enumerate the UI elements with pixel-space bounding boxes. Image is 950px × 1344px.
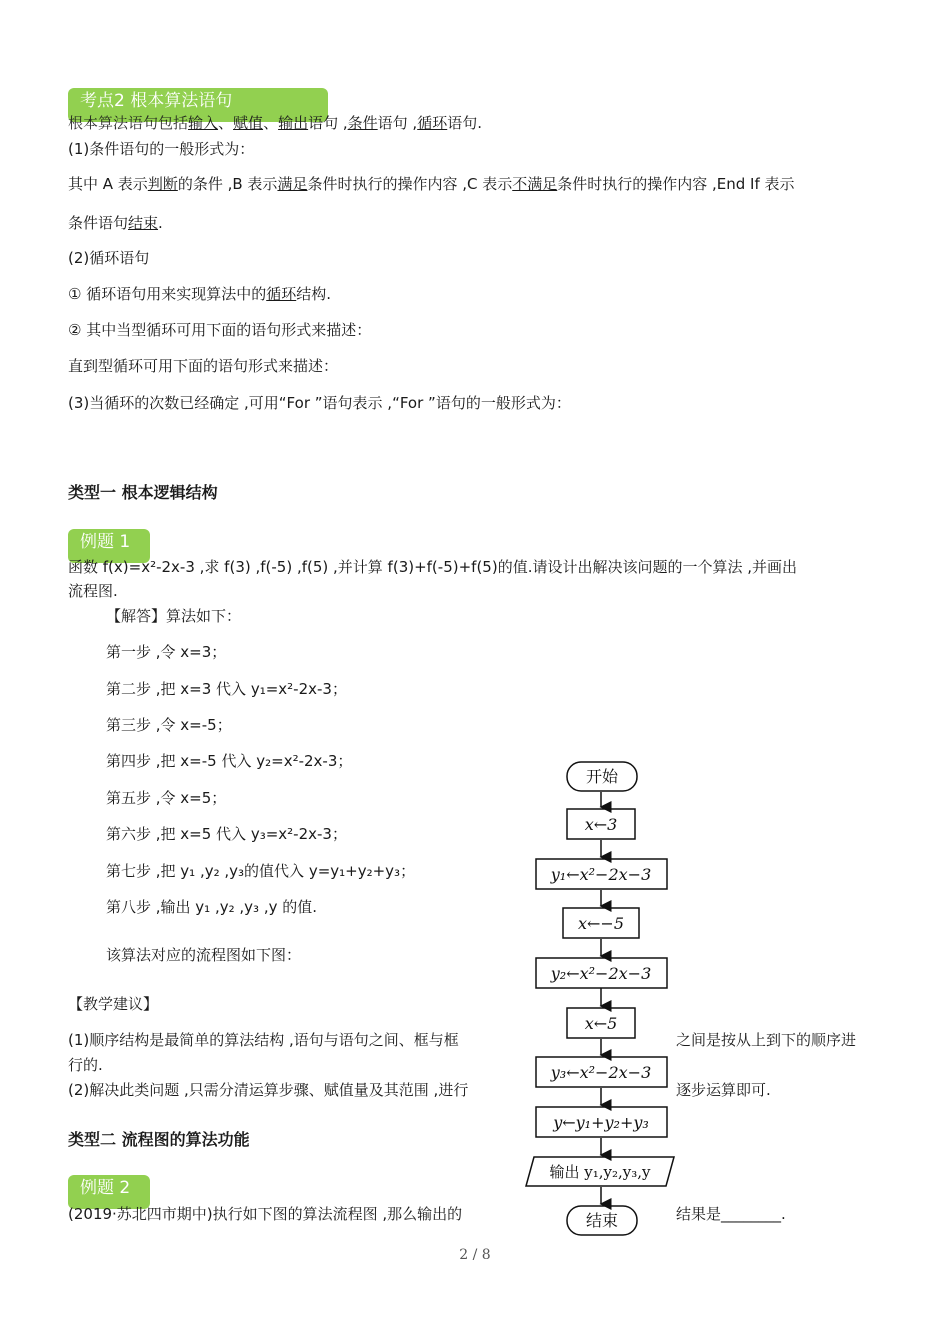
example2-tag-label: 例题 2: [80, 1178, 131, 1198]
cond-desc-a: 其中 A 表示: [68, 175, 148, 193]
type1-heading: 类型一 根本逻辑结构: [68, 483, 218, 502]
intro-cond: 条件: [347, 114, 378, 132]
loop-3: 直到型循环可用下面的语句形式来描述：: [68, 357, 339, 375]
example1-text-2: 流程图.: [68, 582, 118, 600]
cond-not-satisfy: 不满足: [512, 175, 558, 193]
cond-desc-b: 的条件 ,B 表示: [177, 175, 278, 193]
cond-desc-1: [68, 173, 795, 194]
step-5: 第五步 ,令 x=5；: [106, 789, 227, 807]
loop-1: [68, 283, 331, 304]
output-label: 输出 y₁,y₂,y₃,y: [549, 1163, 651, 1181]
cond-end: 结束: [128, 214, 159, 232]
for-line: (3)当循环的次数已经确定 ,可用“For ”语句表示 ,“For ”语句的一般形式为：: [68, 394, 571, 412]
intro-assign: 赋值: [233, 114, 264, 132]
section-tag-label: 考点2 根本算法语句: [80, 91, 233, 111]
teaching-1c: 行的.: [68, 1056, 103, 1074]
step-7: 第七步 ,把 y₁ ,y₂ ,y₃的值代入 y=y₁+y₂+y₃；: [106, 862, 416, 880]
step-4: 第四步 ,把 x=-5 代入 y₂=x²-2x-3；: [106, 752, 353, 770]
intro-text3: 语句.: [447, 114, 482, 132]
intro-partial: 根本算法语句包括: [68, 114, 189, 132]
cond-desc-e: 条件语句: [68, 214, 129, 232]
cond-desc-c: 条件时执行的操作内容 ,C 表示: [307, 175, 513, 193]
example2-a: (2019·苏北四市期中)执行如下图的算法流程图 ,那么输出的: [68, 1205, 463, 1223]
example2-b: 结果是________.: [676, 1205, 786, 1223]
intro-input: 输入: [188, 114, 219, 132]
example1-tag-label: 例题 1: [80, 532, 131, 552]
box6-label: y₃←x²−2x−3: [550, 1063, 652, 1082]
teaching-label: 【教学建议】: [68, 995, 159, 1013]
loop-1-loop: 循环: [266, 285, 297, 303]
step-8: 第八步 ,输出 y₁ ,y₂ ,y₃ ,y 的值.: [106, 898, 317, 916]
start-label: 开始: [585, 767, 619, 786]
end-label: 结束: [585, 1211, 619, 1230]
loop-1-a: ① 循环语句用来实现算法中的: [68, 285, 267, 303]
box2-label: y₁←x²−2x−3: [550, 865, 652, 884]
type2-heading: 类型二 流程图的算法功能: [68, 1130, 250, 1149]
teaching-1b: 之间是按从上到下的顺序进: [676, 1031, 857, 1049]
box3-label: x←−5: [577, 914, 625, 933]
teaching-2a: (2)解决此类问题 ,只需分清运算步骤、赋值量及其范围 ,进行: [68, 1081, 469, 1099]
intro-loop: 循环: [417, 114, 448, 132]
box4-label: y₂←x²−2x−3: [550, 964, 652, 983]
flowchart: [522, 758, 682, 1248]
example1-text-1: 函数 f(x)=x²-2x-3 ,求 f(3) ,f(-5) ,f(5) ,并计算 f(3)+f(-5)+f(5)的值.请设计出解决该问题的一个算法 ,并画出: [68, 558, 797, 576]
teaching-2b: 逐步运算即可.: [676, 1081, 771, 1099]
step-6: 第六步 ,把 x=5 代入 y₃=x²-2x-3；: [106, 825, 347, 843]
cond-title: (1)条件语句的一般形式为：: [68, 140, 255, 158]
step-3: 第三步 ,令 x=-5；: [106, 716, 232, 734]
cond-desc-f: .: [158, 214, 163, 232]
flow-note: 该算法对应的流程图如下图：: [106, 946, 302, 964]
teaching-1a: (1)顺序结构是最简单的算法结构 ,语句与语句之间、框与框: [68, 1031, 459, 1049]
cond-judge: 判断: [147, 175, 178, 193]
step-1: 第一步 ,令 x=3；: [106, 643, 227, 661]
cond-desc-2: [68, 212, 163, 233]
page-number: 2 / 8: [459, 1247, 491, 1263]
loop-2: ② 其中当型循环可用下面的语句形式来描述：: [68, 321, 372, 339]
box5-label: x←5: [584, 1014, 618, 1033]
box1-label: x←3: [584, 815, 618, 834]
box7-label: y←y₁+y₂+y₃: [553, 1113, 649, 1132]
cond-desc-d: 条件时执行的操作内容 ,End If 表示: [557, 175, 795, 193]
answer-label: 【解答】算法如下：: [106, 607, 242, 625]
intro-line: 根本算法语句包括输入、赋值、输出语句 ,条件语句 ,循环语句.: [68, 114, 482, 132]
loop-title: (2)循环语句: [68, 249, 150, 267]
loop-1-b: 结构.: [296, 285, 332, 303]
intro-text1: 语句 ,: [308, 114, 348, 132]
intro-output: 输出: [278, 114, 309, 132]
cond-satisfy: 满足: [277, 175, 308, 193]
step-2: 第二步 ,把 x=3 代入 y₁=x²-2x-3；: [106, 680, 347, 698]
intro-text2: 语句 ,: [377, 114, 418, 132]
